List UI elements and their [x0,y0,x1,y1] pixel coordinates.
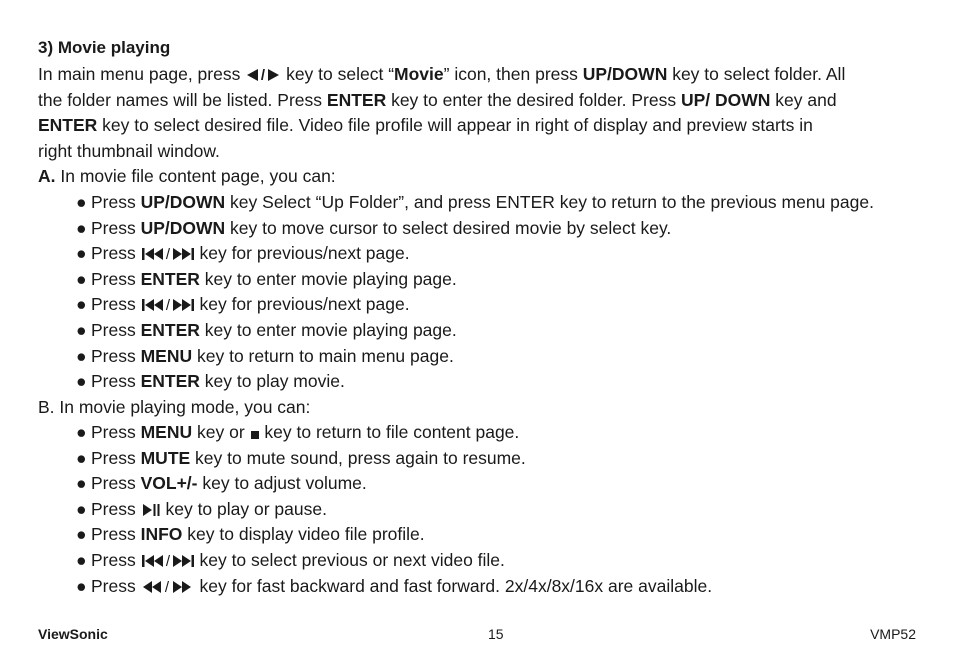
list-item: ● Press / key for previous/next page. [76,294,410,315]
page-number: 15 [488,626,504,642]
list-item: ● Press INFO key to display video file profile. [76,524,425,545]
rewind-forward-icon [141,580,195,594]
list-item: ● Press ENTER key to enter movie playing page. [76,268,457,289]
section-a-label: A. In movie file content page, you can: [38,166,336,186]
list-item: ● Press ENTER key to enter movie playing page. [76,319,457,340]
footer-brand: ViewSonic [38,626,108,642]
prev-next-icon [141,247,195,261]
list-item: ● Press UP/DOWN key Select “Up Folder”, and press ENTER key to return to the previous menu page. [76,192,874,212]
list-item: ● Press VOL+/- key to adjust volume. [76,473,367,494]
list-item: ● Press / key for previous/next page. [76,243,410,264]
list-item: ● Press key to play or pause. [76,498,327,519]
prev-next-icon [141,554,195,568]
intro-line-3: ENTER key to select desired file. Video file profile will appear in right of display and preview starts in [38,115,813,136]
stop-icon [250,428,260,440]
section-b-label: B. In movie playing mode, you can: [38,397,311,417]
section-heading: 3) Movie playing [38,38,171,57]
svg-text:/: / [165,298,170,313]
play-pause-icon [141,503,161,517]
list-item: ● Press MENU key or key to return to file content page. [76,422,520,442]
list-item: ● Press MENU key to return to main menu page. [76,345,454,366]
prev-next-icon [141,298,195,312]
intro-line-1: In main menu page, press / key to select “Movie” icon, then press UP/DOWN key to select folder. All [38,64,846,84]
list-item: ● Press MUTE key to mute sound, press again to resume. [76,447,526,468]
section-b-list [76,420,936,599]
list-item: ● Press UP/DOWN key to move cursor to select desired movie by select key. [76,217,672,238]
svg-text:/: / [165,553,170,568]
footer-model: VMP52 [870,626,916,642]
section-a-list [76,190,936,395]
intro-line-2: the folder names will be listed. Press ENTER key to enter the desired folder. Press UP/ DOWN key and [38,89,837,110]
intro-paragraph [38,62,928,164]
list-item: ● Press ENTER key to play movie. [76,371,345,392]
intro-line-4: right thumbnail window. [38,140,220,161]
svg-text:/: / [165,247,170,262]
list-item: ● Press / key to select previous or next video file. [76,549,505,570]
svg-text:/: / [261,68,266,82]
list-item: ● Press / key for fast backward and fast forward. 2x/4x/8x/16x are available. [76,575,713,596]
left-right-arrow-icon [245,68,281,82]
svg-text:/: / [164,579,169,594]
